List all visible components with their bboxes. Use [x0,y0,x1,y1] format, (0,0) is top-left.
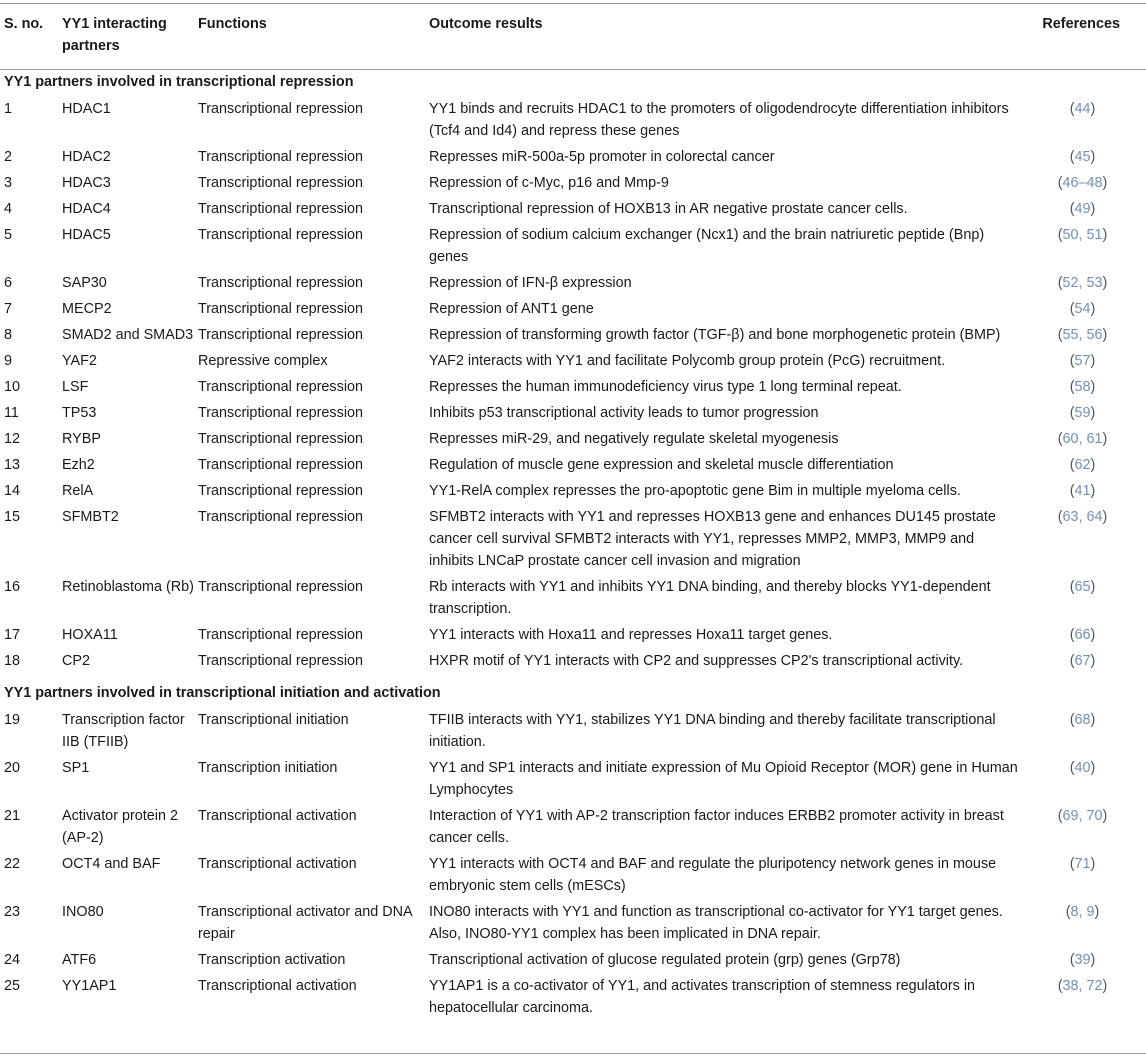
table-row [0,648,1146,674]
cell-sno: 22 [4,856,21,872]
reference-open-paren: ( [1069,301,1075,317]
reference-link[interactable]: 41 [1074,483,1091,499]
cell-partner: MECP2 [62,301,112,317]
cell-reference [1019,322,1146,348]
cell-partner: HDAC5 [62,227,111,243]
cell-reference [1019,755,1146,803]
cell-function: Transcriptional initiation [198,712,349,728]
cell-partner: INO80 [62,904,104,920]
cell-function: Transcriptional activator and DNA repair [198,904,412,942]
table-row [0,947,1146,973]
cell-sno: 16 [4,579,21,595]
cell-reference [1019,973,1146,1021]
cell-sno: 13 [4,457,21,473]
reference-close-paren: ) [1102,431,1108,447]
cell-outcome: Represses miR-500a-5p promoter in colorectal cancer [429,149,775,165]
cell-reference [1019,803,1146,851]
table-row [0,574,1146,622]
cell-reference [1019,374,1146,400]
cell-function: Transcription initiation [198,760,338,776]
table-row [0,899,1146,947]
reference-open-paren: ( [1057,509,1063,525]
cell-outcome: SFMBT2 interacts with YY1 and represses HOXB13 gene and enhances DU145 prostate cancer cell survival SFMBT2 interacts with YY1, represses MMP2, MMP3, MMP9 and inhibits LNCaP prostate cancer cell invasion and migration [429,509,996,569]
reference-close-paren: ) [1090,149,1096,165]
cell-function: Transcriptional activation [198,808,357,824]
reference-close-paren: ) [1102,275,1108,291]
cell-reference [1019,648,1146,674]
cell-sno: 23 [4,904,21,920]
reference-open-paren: ( [1069,579,1075,595]
cell-reference [1019,851,1146,899]
reference-link[interactable]: 67 [1074,653,1091,669]
cell-function: Transcriptional repression [198,175,364,191]
reference-close-paren: ) [1090,579,1096,595]
reference-link[interactable]: 40 [1074,760,1091,776]
cell-reference [1019,426,1146,452]
reference-open-paren: ( [1069,952,1075,968]
cell-function: Transcriptional repression [198,149,364,165]
table-row [0,348,1146,374]
reference-open-paren: ( [1057,808,1063,824]
table-row [0,296,1146,322]
cell-reference [1019,899,1146,947]
cell-outcome: Repression of transforming growth factor (TGF-β) and bone morphogenetic protein (BMP) [429,327,1001,343]
reference-open-paren: ( [1057,175,1063,191]
reference-link[interactable]: 71 [1074,856,1091,872]
table-row [0,96,1146,144]
cell-function: Transcriptional repression [198,405,364,421]
cell-sno: 10 [4,379,21,395]
cell-reference [1019,170,1146,196]
table-row [0,426,1146,452]
cell-reference [1019,574,1146,622]
table-row [0,973,1146,1021]
reference-close-paren: ) [1090,301,1096,317]
reference-close-paren: ) [1090,653,1096,669]
cell-sno: 2 [4,149,13,165]
reference-link[interactable]: 60, 61 [1062,431,1103,447]
cell-function: Transcriptional activation [198,856,357,872]
header-outcome: Outcome results [429,16,543,32]
reference-close-paren: ) [1090,856,1096,872]
cell-function: Transcriptional repression [198,379,364,395]
cell-sno: 12 [4,431,21,447]
reference-open-paren: ( [1057,275,1063,291]
cell-function: Repressive complex [198,353,328,369]
cell-outcome: Transcriptional repression of HOXB13 in AR negative prostate cancer cells. [429,201,908,217]
reference-open-paren: ( [1069,653,1075,669]
table-row [0,851,1146,899]
cell-sno: 9 [4,353,13,369]
reference-open-paren: ( [1069,627,1075,643]
header-row [0,4,1146,60]
reference-link[interactable]: 45 [1074,149,1091,165]
cell-outcome: Rb interacts with YY1 and inhibits YY1 DNA binding, and thereby blocks YY1-dependent transcription. [429,579,991,617]
cell-reference [1019,452,1146,478]
reference-open-paren: ( [1069,760,1075,776]
cell-sno: 18 [4,653,21,669]
cell-reference [1019,400,1146,426]
cell-function: Transcription activation [198,952,346,968]
reference-close-paren: ) [1090,627,1096,643]
reference-close-paren: ) [1102,227,1108,243]
cell-outcome: YY1 and SP1 interacts and initiate expression of Mu Opioid Receptor (MOR) gene in Human Lymphocytes [429,760,1018,798]
reference-open-paren: ( [1057,327,1063,343]
cell-partner: CP2 [62,653,90,669]
reference-open-paren: ( [1057,431,1063,447]
cell-outcome: Repression of ANT1 gene [429,301,594,317]
cell-outcome: Repression of sodium calcium exchanger (Ncx1) and the brain natriuretic peptide (Bnp) genes [429,227,985,265]
reference-link[interactable]: 50, 51 [1062,227,1103,243]
cell-reference [1019,478,1146,504]
cell-outcome: Represses the human immunodeficiency virus type 1 long terminal repeat. [429,379,902,395]
cell-function: Transcriptional repression [198,275,364,291]
cell-sno: 1 [4,101,13,117]
reference-link[interactable]: 46–48 [1062,175,1103,191]
reference-link[interactable]: 63, 64 [1062,509,1103,525]
reference-link[interactable]: 39 [1074,952,1091,968]
cell-partner: HOXA11 [62,627,118,643]
cell-sno: 24 [4,952,21,968]
cell-outcome: YY1 interacts with Hoxa11 and represses Hoxa11 target genes. [429,627,833,643]
table-bottom-rule [0,1053,1146,1054]
reference-close-paren: ) [1102,808,1108,824]
cell-function: Transcriptional activation [198,978,357,994]
table-body [0,60,1146,1021]
reference-link[interactable]: 44 [1074,101,1091,117]
yy1-partners-table [0,4,1146,1021]
cell-reference [1019,947,1146,973]
header-partner [62,4,198,60]
table-row [0,707,1146,755]
cell-partner: TP53 [62,405,97,421]
reference-link[interactable]: 62 [1074,457,1091,473]
reference-link[interactable]: 55, 56 [1062,327,1103,343]
cell-partner: Retinoblastoma (Rb) [62,579,194,595]
reference-close-paren: ) [1090,760,1096,776]
header-partner-line2: partners [62,38,120,54]
reference-close-paren: ) [1102,175,1108,191]
reference-link[interactable]: 69, 70 [1062,808,1103,824]
cell-reference [1019,270,1146,296]
cell-sno: 17 [4,627,21,643]
cell-partner: LSF [62,379,89,395]
cell-function: Transcriptional repression [198,327,364,343]
cell-function: Transcriptional repression [198,653,364,669]
cell-reference [1019,144,1146,170]
table-row [0,322,1146,348]
cell-reference [1019,707,1146,755]
cell-sno: 8 [4,327,13,343]
cell-outcome: Represses miR-29, and negatively regulate skeletal myogenesis [429,431,839,447]
cell-sno: 19 [4,712,21,728]
header-partner-line1: YY1 interacting [62,16,167,32]
reference-close-paren: ) [1090,483,1096,499]
cell-partner: RelA [62,483,94,499]
cell-sno: 11 [4,405,19,421]
cell-outcome: Interaction of YY1 with AP-2 transcription factor induces ERBB2 promoter activity in breast cancer cells. [429,808,1004,846]
table-row [0,478,1146,504]
reference-open-paren: ( [1065,904,1071,920]
cell-partner: YY1AP1 [62,978,117,994]
cell-sno: 14 [4,483,21,499]
cell-reference [1019,622,1146,648]
reference-close-paren: ) [1090,353,1096,369]
cell-outcome: INO80 interacts with YY1 and function as transcriptional co-activator for YY1 target genes. Also, INO80-YY1 complex has been implicated in DNA repair. [429,904,1003,942]
table-header [0,4,1146,60]
cell-sno: 4 [4,201,13,217]
reference-link[interactable]: 65 [1074,579,1091,595]
cell-outcome: Inhibits p53 transcriptional activity leads to tumor progression [429,405,819,421]
table-row [0,803,1146,851]
reference-close-paren: ) [1090,405,1096,421]
cell-reference [1019,196,1146,222]
header-functions: Functions [198,16,267,32]
cell-partner: Transcription factor IIB (TFIIB) [62,712,185,750]
cell-partner: RYBP [62,431,101,447]
reference-open-paren: ( [1069,457,1075,473]
cell-function: Transcriptional repression [198,431,364,447]
reference-link[interactable]: 68 [1074,712,1091,728]
cell-outcome: Transcriptional activation of glucose regulated protein (grp) genes (Grp78) [429,952,901,968]
table-row [0,504,1146,574]
cell-outcome: YY1 binds and recruits HDAC1 to the promoters of oligodendrocyte differentiation inhibitors (Tcf4 and Id4) and repress these genes [429,101,1009,139]
cell-reference [1019,504,1146,574]
cell-sno: 20 [4,760,21,776]
cell-partner: SP1 [62,760,90,776]
cell-reference [1019,348,1146,374]
reference-close-paren: ) [1090,201,1096,217]
reference-open-paren: ( [1069,201,1075,217]
reference-link[interactable]: 8, 9 [1070,904,1095,920]
cell-sno: 21 [4,808,21,824]
table-row [0,270,1146,296]
cell-sno: 5 [4,227,13,243]
cell-partner: SAP30 [62,275,107,291]
cell-function: Transcriptional repression [198,579,364,595]
cell-outcome: YY1AP1 is a co-activator of YY1, and activates transcription of stemness regulators in hepatocellular carcinoma. [429,978,976,1016]
cell-partner: Activator protein 2 (AP-2) [62,808,178,846]
cell-function: Transcriptional repression [198,509,364,525]
cell-sno: 15 [4,509,21,525]
reference-open-paren: ( [1069,712,1075,728]
cell-outcome: YY1-RelA complex represses the pro-apoptotic gene Bim in multiple myeloma cells. [429,483,961,499]
reference-link[interactable]: 38, 72 [1062,978,1103,994]
cell-function: Transcriptional repression [198,201,364,217]
reference-open-paren: ( [1069,405,1075,421]
cell-partner: Ezh2 [62,457,95,473]
reference-close-paren: ) [1102,327,1108,343]
table-row [0,222,1146,270]
cell-partner: HDAC2 [62,149,111,165]
cell-outcome: YY1 interacts with OCT4 and BAF and regulate the pluripotency network genes in mouse embryonic stem cells (mESCs) [429,856,997,894]
reference-close-paren: ) [1102,509,1108,525]
reference-link[interactable]: 57 [1074,353,1091,369]
cell-sno: 7 [4,301,13,317]
reference-close-paren: ) [1094,904,1100,920]
cell-sno: 6 [4,275,13,291]
cell-function: Transcriptional repression [198,227,364,243]
reference-link[interactable]: 58 [1074,379,1091,395]
header-sno: S. no. [4,16,44,32]
cell-sno: 3 [4,175,13,191]
cell-partner: YAF2 [62,353,97,369]
reference-close-paren: ) [1090,952,1096,968]
section-heading-row [0,674,1146,707]
reference-open-paren: ( [1057,227,1063,243]
cell-sno: 25 [4,978,21,994]
reference-open-paren: ( [1069,149,1075,165]
cell-function: Transcriptional repression [198,301,364,317]
cell-partner: OCT4 and BAF [62,856,161,872]
cell-outcome: TFIIB interacts with YY1, stabilizes YY1 DNA binding and thereby facilitate transcriptional initiation. [429,712,996,750]
cell-outcome: HXPR motif of YY1 interacts with CP2 and suppresses CP2's transcriptional activity. [429,653,964,669]
table-row [0,374,1146,400]
cell-reference [1019,296,1146,322]
cell-function: Transcriptional repression [198,627,364,643]
table-row [0,144,1146,170]
reference-link[interactable]: 59 [1074,405,1091,421]
reference-open-paren: ( [1069,483,1075,499]
table-row [0,452,1146,478]
reference-close-paren: ) [1090,379,1096,395]
reference-open-paren: ( [1069,353,1075,369]
cell-function: Transcriptional repression [198,457,364,473]
reference-open-paren: ( [1057,978,1063,994]
cell-partner: ATF6 [62,952,97,968]
reference-open-paren: ( [1069,101,1075,117]
reference-open-paren: ( [1069,379,1075,395]
table-row [0,622,1146,648]
cell-reference [1019,96,1146,144]
reference-link[interactable]: 54 [1074,301,1091,317]
reference-open-paren: ( [1069,856,1075,872]
header-references: References [1042,16,1120,32]
reference-link[interactable]: 49 [1074,201,1091,217]
cell-function: Transcriptional repression [198,483,364,499]
cell-outcome: YAF2 interacts with YY1 and facilitate Polycomb group protein (PcG) recruitment. [429,353,946,369]
section-title: YY1 partners involved in transcriptional repression [4,74,354,90]
table-row [0,755,1146,803]
cell-outcome: Repression of IFN-β expression [429,275,632,291]
cell-partner: SFMBT2 [62,509,119,525]
cell-partner: SMAD2 and SMAD3 [62,327,194,343]
table-row [0,196,1146,222]
cell-partner: HDAC3 [62,175,111,191]
cell-outcome: Regulation of muscle gene expression and skeletal muscle differentiation [429,457,894,473]
section-heading-row [0,60,1146,96]
cell-function: Transcriptional repression [198,101,364,117]
reference-close-paren: ) [1090,101,1096,117]
reference-close-paren: ) [1090,457,1096,473]
cell-partner: HDAC4 [62,201,111,217]
table-row [0,170,1146,196]
reference-link[interactable]: 52, 53 [1062,275,1103,291]
cell-outcome: Repression of c-Myc, p16 and Mmp-9 [429,175,669,191]
reference-close-paren: ) [1102,978,1108,994]
table-row [0,400,1146,426]
reference-close-paren: ) [1090,712,1096,728]
cell-reference [1019,222,1146,270]
reference-link[interactable]: 66 [1074,627,1091,643]
cell-partner: HDAC1 [62,101,111,117]
section-title: YY1 partners involved in transcriptional initiation and activation [4,685,441,701]
